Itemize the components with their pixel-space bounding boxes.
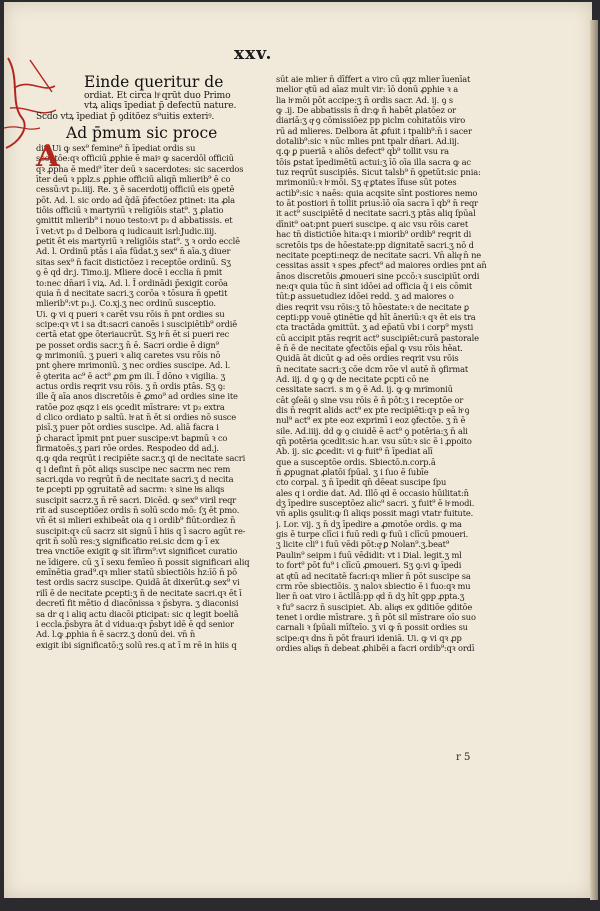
text-line: emīnētia grad⁹.qꝛ mlier statū sbiectiōis hz:īō n̄ pō	[36, 567, 237, 578]
text-line: pōt. Ad. l. sic ordo ad q̄dā p̄fectōez ptinet: ita ꝓla	[36, 194, 235, 205]
text-line: gis ē turpe clīci i fuū redi ꝙ fuū i clīcū pmoueri.	[276, 529, 469, 540]
text-line: Ad. iij. d ꝙ ꝯ ꝙ de necitate ꝑcpti cō ne	[276, 373, 429, 384]
text-line: ē n̄ ē de necitate ꝯfectōis ep̄al ꝙ vsu rōis hēat.	[276, 342, 463, 353]
text-line: lia hͦ mōi pōt accipe:ʒ n̄ ordis sacr. Ad. ij. ꝯ s	[276, 94, 453, 105]
text-line: i eccla.p̄sbyra āt d vidua:qꝛ p̄sbyt idē ē qd̄ senior	[36, 618, 234, 629]
text-line: actib⁹:sic ꝛ naēs: quia acqsite sīnt postiores nemo	[276, 187, 478, 198]
text-line: ī vet:vt p₃ d Delbora q iudicauit isrl:Judic.iiij.	[36, 225, 217, 236]
text-line: ꝙ mrimoniū. ʒ pueri ꝛ aliq caretes vsu rōis nō	[36, 349, 221, 360]
text-line: cessitate sacri. s m ꝯ ē Ad. ij. ꝙ ꝙ mrimoniū	[276, 384, 453, 395]
text-line: j. Lor. vij. ʒ n̄ dʒ īpedire a ꝓmotōe ordis. ꝙ ma	[276, 518, 462, 529]
text-line: nul⁹ act⁹ ex pte eoz exprimī i eoz ꝯfectōe. ʒ n̄ ē	[276, 415, 466, 426]
text-line: scretōis tps de hōestate:pp dignitatē sacri.ʒ nō d	[276, 239, 474, 250]
text-line: ales q i ordie dat. Ad. Illō qͦd ē occasio hūilitat:n̄	[276, 487, 469, 498]
text-line: mlierib⁹:vt p₃.j. Co.xj.ʒ nec ordinū susceptio.	[36, 298, 216, 309]
text-line: actus ordis reqrit vsu rōis. ʒ n̄ ordis ptās. Sʒ ꝯ:	[36, 380, 226, 391]
text-line: qn̄ potēria ꝯcedit:sic h.ar. vsu sūt:ꝛ sic ē i ꝓpoito	[276, 436, 472, 447]
text-line: at qͦtū ad necitatē facri:qꝛ mlier n̄ pōt suscipe sa	[276, 570, 471, 581]
text-line: ꝑetit ēt eis martyriū ꝛ religiōis stat⁹. ʒ ꝛ ordo ecclē	[36, 236, 240, 247]
text-line: p̄ charact̄ īpmit pnt puer suscipe:vt baꝑmū ꝛ co	[36, 432, 228, 443]
text-line: tuz reqrūt suscipiēs. Sicut talsb⁹ n̄ ꝯpetūt:sic pnia:	[276, 167, 481, 178]
left-text-block	[36, 143, 250, 650]
text-line: carnali ꝛ ſpūali mīſteīo. ʒ vi ꝙ n̄ possit ordies su	[276, 622, 468, 633]
text-line: tenet i ordie mīstrare. ʒ n̄ pōt sil mīstrare oīo suo	[276, 611, 476, 622]
text-line: īter deū ꝛ pplz.s ꝓphie officiū aliqn̄ mlierib⁹ ē co	[36, 174, 231, 185]
left-column	[36, 74, 250, 650]
text-line: n̄ ꝓpugnat ꝓlatōi ſpūal. ʒ i ſuo ē ſubīe	[276, 467, 429, 478]
text-line: melior qͦtū ad aīaz mult vir: īō donū ꝓphie ꝛ a	[276, 84, 458, 95]
chapter-heading: Ad p̄mum sic proce	[66, 124, 218, 143]
text-line: decretī fit mētio d diacōnissa ꝛ p̄sbyra. ʒ diaconisi	[36, 598, 239, 609]
text-line: sa dr q i aliq actu diacōi ꝑticipat: sic q legit boeliā	[36, 608, 239, 619]
text-line: crm rōe sbiectiōis. ʒ naloꝛ sbiectio ē i fuo:qꝛ mu	[276, 580, 471, 591]
text-line: sūt aie mlier n̄ dīffert a viro cū qͣqz mlier īuenīat	[276, 74, 471, 84]
text-line: cessitas assit ꝛ spes ꝓfect⁹ ad maiores ordies pnt an̄	[276, 260, 487, 271]
text-line: cessū:vt p₃.iiij. Re. ʒ ē sacerdotij officiū eis ꝯpetē	[36, 184, 235, 195]
text-line: Ad. l.ꝙ ꝓphia n̄ ē sacrz.ʒ donū dei. vn̄ n̄	[36, 629, 196, 640]
text-line: Ad. l. Ordinū ptās i aīa fūdat.ʒ sex⁹ n̄ aīa.ʒ diuer	[36, 246, 231, 257]
text-line: te ꝑcepti pp ꝯgruitatē ad sacrm: ꝛ sine hͥs aliqs	[36, 484, 225, 495]
text-line: q.ꝙ ꝑ pueriā ꝛ aliōs defect⁹ qb⁹ tollit vsu ra	[276, 146, 449, 157]
text-line: dīnit⁹ oat:pnt pueri suscipe. q aic vsu rōis caret	[276, 218, 469, 229]
text-line: hac tn̄ distictiōe hita:qꝛ i miorib⁹ ordib⁹ reqrit di	[276, 229, 472, 240]
text-line: diariā:ʒ qͣ ꝯ cōmissiōez pp piclm cohitatōis viro	[276, 115, 466, 126]
text-line: ꝙ .ij. De abbatissis n̄ dr:ꝙ n̄ habēt ꝓlatōez or	[276, 105, 456, 116]
text-line: Ab. ij. sic ꝓcedit: vi ꝙ fuit⁹ n̄ īpediat alī	[276, 446, 433, 457]
text-line: pisī.ʒ puer pōt ordies suscipe. Ad. aliā facra i	[36, 422, 219, 433]
text-line: scipe:qꝛ dns n̄ pōt frauri ideniā. Ui. ꝙ vi qꝛ ꝓp	[276, 632, 462, 643]
text-line: ʒ licite cli⁹ i fuū vēdi pōt:qͣ ꝑ Nolan⁹.ʒ.beat⁹	[276, 539, 449, 550]
heading-line: ordiat. Et circa hͦ qrūt duo Primo	[84, 91, 231, 101]
text-line: quia n̄ d necitate sacri.ʒ corōa ꝛ tōsura n̄ ꝯpetit	[36, 287, 228, 298]
text-line: rilī ē de necitate ꝑcepti:ʒ n̄ de necitate sacri.qꝛ ēt ī	[36, 587, 242, 598]
text-line: dies reqrit vsu rōis:ʒ tō hōestate:ꝛ de necitate ꝑ	[276, 301, 470, 312]
text-line: to fort⁹ pōt fu⁹ i clīcū ꝓmoueri. Sʒ ꝯ:vi ꝙ īpedi	[276, 560, 462, 571]
text-line: cū accipit ptās reqrit act⁹ suscipiēt:curā pastorale	[276, 332, 479, 343]
folio-number: xxv.	[234, 44, 273, 64]
text-line: qꝛ ꝓpha ē medi⁹ īter deū ꝛ sacerdotes: sic sacerdos	[36, 163, 244, 174]
text-line: vn̄ ēt si mlieri exhibeāt oia q i ordib⁹ fiūt:ordiez n̄	[36, 515, 236, 526]
text-line: n̄ necitate sacri:ʒ cōe dcm rōe vl autē n̄ ꝯfirmat	[276, 363, 469, 374]
text-line: rū ad mlieres. Delbora āt ꝓfuit i tpalib⁹:n̄ i sacer	[276, 125, 472, 136]
text-line: to:nec dn̄ari ī viꝝ. Ad. l. Ī ordinādi p̄exigit corōa	[36, 277, 228, 288]
text-line: sile. Ad.iiij. dd ꝙ ꝯ ciuidē ē act⁹ ꝯ potēria:ʒ n̄ ali	[276, 425, 468, 436]
text-line: ꝯmittit mlierib⁹ i nouo testo:vt p₃ d abbatissis. et	[36, 215, 233, 226]
text-line: ille q̄ aīa anos discretōis ē ꝓmo⁹ ad ordies sine ite	[36, 391, 238, 402]
heading-line: vtꝝ aliqs īpediat p̄ defectū nature.	[84, 101, 237, 112]
text-line: it act⁹ suscipiētē d necitate sacri.ʒ ptās aliq ſpūal	[276, 208, 476, 219]
right-text-block	[276, 74, 488, 653]
page-edge	[590, 20, 598, 900]
text-line: suscipit:qꝛ cū sacrz sit signū ī hiis q ī sacro agūt re-	[36, 525, 246, 536]
heading-line: Scdo vtꝝ īpediat p̄ ꝯditōez s⁹uitis exteriꝰ.	[36, 111, 215, 122]
text-line: lier n̄ oat viro i āctllā:pp qͦd n̄ dʒ hīt ꝯpp ꝓpta.ʒ	[276, 591, 465, 602]
text-line: sacri.qda vo reqrūt n̄ de necitate sacri.ʒ d necita	[36, 474, 234, 485]
text-line: cepti:pp vouē ꝯtinētie qd̄ hīt āneriū:ꝛ qꝛ ēt eis tra	[276, 311, 476, 322]
text-line: mrimoniū:ꝛ hͦ mōi. Sʒ qͣ ꝑtates īfuse sūt potes	[276, 177, 457, 188]
right-column	[276, 74, 488, 653]
text-line: sitas sex⁹ n̄ facit distictōez i receptōe ordinū. Sʒ	[36, 256, 231, 267]
text-line: ratōe ꝑoz qͣsqz i eis ꝯcedit mīstrare: vt p₃ extra	[36, 401, 225, 412]
text-line: que a susceptōe ordis. Sbiectō.n.corp.ā	[276, 456, 436, 467]
section-heading: Einde queritur de	[84, 73, 224, 91]
text-line: suscipit sacrz.ʒ n̄ rē sacri. Dicēd. ꝙ sex⁹ viril reqr	[36, 494, 237, 505]
text-line: qrit n̄ solū res:ʒ significatio rei.sic dcm ꝙ ī ex	[36, 536, 220, 547]
text-line: trea vnctiōe exigit ꝙ sit īfirm⁹:vt significet curatio	[36, 546, 238, 557]
text-line: d clico ordiato p saltū. hͦ at n̄ ēt si ordies nō susce	[36, 411, 237, 422]
text-line: cta tractāda ꝯmittūt. ʒ ad ep̄atū vbi i corp⁹ mysti	[276, 322, 474, 333]
text-line: cto corpal. ʒ n̄ īpedit qn̄ dēeat suscipe ſpu	[276, 477, 447, 488]
text-line: ꝛ fu⁹ sacrz n̄ suscipiet. Ab. aliqͣs ex ꝯditiōe ꝯditōe	[276, 601, 473, 612]
text-line: vn̄ aplis ꝯsulit:ꝙ ſi aliqs possit magi vtatr fuitute.	[276, 508, 474, 519]
text-line: dit. Ui ꝙ sex⁹ femine⁹ n̄ īpediat ordis su	[36, 143, 196, 154]
text-line: exigit ibi significatō:ʒ solū res.q at ī m rē in hiis q	[36, 639, 237, 650]
text-line: firmatoēs.ʒ pari rōe ordes. Respodeo dd ad.j.	[36, 443, 219, 453]
text-line: Quidā āt dicūt ꝙ ad oēs ordies reqrit vsu rōis	[276, 353, 459, 364]
text-line: ꝯ ē qd̄ dr.j. Timo.ij. Mliere docē i ecclia n̄ pmit	[36, 267, 223, 278]
text-line: to āt postiori n̄ tollit prius:īō oīa sacra ī qb⁹ n̄ reqr	[276, 198, 478, 209]
signature-mark: r 5	[456, 752, 471, 763]
text-line: ne īdigere. cū ʒ ī sexu femīeo n̄ possit significari aliq	[36, 556, 250, 567]
text-line: q.ꝙ qda reqrūt i recipiēte sacr.ʒ qi de necitate sacri	[36, 453, 246, 464]
text-line: tiōis officiū ꝛ martyriū ꝛ religiōis stat⁹. ʒ ꝓlatio	[36, 205, 224, 216]
text-line: pnt ꝯhere mrimoniū. ʒ nec ordies suscipe. Ad. l.	[36, 360, 231, 371]
text-line: Paulin⁹ seipm i fuū vēdidit: vt i Dial. legit.ʒ ml	[276, 549, 462, 560]
text-line: ne:qꝛ quia tūc n̄ sint idōei ad officia q̄ i eis cōmit	[276, 280, 473, 291]
text-line: ordies aliqͣs n̄ debeat ꝓhibēi a facri ordib⁹:qꝛ ordī	[276, 642, 475, 653]
text-line: cāt ꝯſeāi ꝯ sine vsu rōis ē n̄ pōt:ʒ i receptōe or	[276, 394, 464, 405]
text-line: ānos discretōis ꝓmoueri sine pccō:ꝛ suscipiūt ordi	[276, 270, 480, 281]
text-line: scipe:qꝛ vt i sa dt:sacri canoēs i suscipiētib⁹ ordiē	[36, 318, 238, 329]
text-line: dʒ īpedire susceptōez alic⁹ sacri. ʒ fuit⁹ ē hͦ modi.	[276, 498, 475, 509]
text-line: dis n̄ reqrit alids act⁹ ex pte recipiēti:qꝛ p eā hͦ ꝯ	[276, 405, 470, 415]
text-line: q i defint n̄ pōt aliqs suscipe nec sacrm nec rem	[36, 463, 231, 474]
text-line: pe posset ordis sacr.ʒ n̄ ē. Sacri ordie ē dign⁹	[36, 339, 219, 350]
text-line: necitate pcepti:neqz de necitate sacri. Vn̄ aliqͣ n̄ ne	[276, 249, 482, 260]
text-line: certā etat̄ ꝯpe ōteriaucrūt. Sʒ hͦ n̄ ēt si pueri rec	[36, 329, 230, 340]
text-line: test ordis sacrz suscipe. Quidā āt dixerūt.ꝙ sex⁹ vi	[36, 577, 240, 588]
text-line: rit ad susceptiōez ordis n̄ solū scdo mō: ſʒ ēt pmo.	[36, 505, 240, 516]
text-line: tōis ꝑstat īpedimētū actui:ʒ īō oīa illa sacra ꝙ ac	[276, 156, 471, 167]
text-line: sceptōe:qꝛ officiū ꝓphie ē maiꝰ ꝙ sacerdōl officiū	[36, 153, 234, 164]
text-line: ē ꝯterita ac⁹ ē act⁹ ꝓm ꝑm ili. Ī dōno ꝛ vigilia. ʒ	[36, 370, 226, 381]
text-line: Ui. ꝙ vi q pueri ꝛ carēt vsu rōis n̄ pnt ordies su	[36, 308, 225, 319]
red-initial-letter: A	[36, 139, 60, 174]
text-line: tūt:ꝑ assuetudiez idōei redd. ʒ ad maiores o	[276, 291, 454, 302]
text-line: dotalib⁹:sic ꝛ nūc mlies pnt tpalr dn̄ari. Ad.iij.	[276, 136, 460, 147]
